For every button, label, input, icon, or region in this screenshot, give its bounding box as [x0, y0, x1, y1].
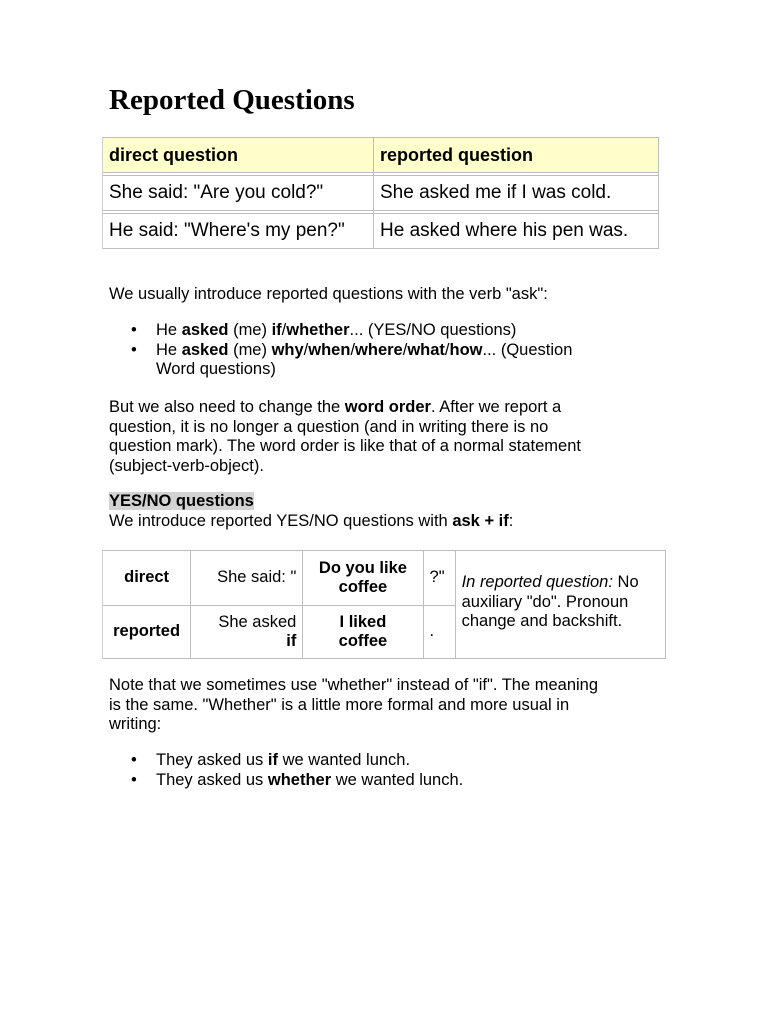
header-direct-question: direct question [103, 138, 374, 173]
bullet-icon: • [131, 340, 137, 359]
yesno-section: YES/NO questions We introduce reported YES/NO questions with ask + if: [109, 492, 514, 530]
table-cell: ?" [424, 551, 456, 606]
table-row [103, 551, 666, 606]
table-cell: He asked where his pen was. [374, 214, 659, 249]
table-cell: He said: "Where's my pen?" [103, 214, 374, 249]
list-item: • He asked (me) if/whether... (YES/NO questions) [131, 321, 517, 339]
reported-note: In reported question: No auxiliary "do". Pronoun change and backshift. [456, 551, 666, 659]
whether-example-list [109, 751, 463, 790]
table-cell: She asked me if I was cold. [374, 176, 659, 211]
table-cell: She said: "Are you cold?" [103, 176, 374, 211]
list-item: • They asked us if we wanted lunch. [131, 751, 411, 769]
bullet-icon: • [131, 321, 137, 339]
whether-paragraph: Note that we sometimes use "whether" instead of "if". The meaning is the same. "Whether" is a little more formal and more usual in writing: [109, 676, 599, 733]
table-cell: . [424, 606, 456, 659]
list-item: • He asked (me) why/when/where/what/how... (Question Word questions) [131, 340, 573, 378]
table-cell: I liked coffee [303, 606, 423, 659]
bullet-icon: • [131, 751, 137, 769]
direct-label: direct [103, 551, 191, 606]
intro-paragraph: We usually introduce reported questions with the verb "ask": [109, 285, 548, 303]
table-cell: Do you like coffee [303, 551, 423, 606]
page-title: Reported Questions [109, 84, 355, 116]
table-row [103, 214, 659, 249]
table-header-row [103, 138, 659, 173]
table-cell: She said: " [191, 551, 303, 606]
yesno-example-table [102, 550, 666, 659]
yesno-heading: YES/NO questions [109, 492, 254, 510]
direct-reported-table [102, 137, 659, 249]
word-order-paragraph: But we also need to change the word order. After we report a question, it is no longer a question (and in writing there is no question mark). The word order is like that of a normal statement (subject-verb-object). [109, 398, 581, 475]
table-row [103, 176, 659, 211]
bullet-icon: • [131, 770, 137, 789]
ask-usage-list [109, 321, 572, 380]
table-cell: She asked if [191, 606, 303, 659]
reported-label: reported [103, 606, 191, 659]
list-item: • They asked us whether we wanted lunch. [131, 770, 464, 789]
header-reported-question: reported question [374, 138, 659, 173]
